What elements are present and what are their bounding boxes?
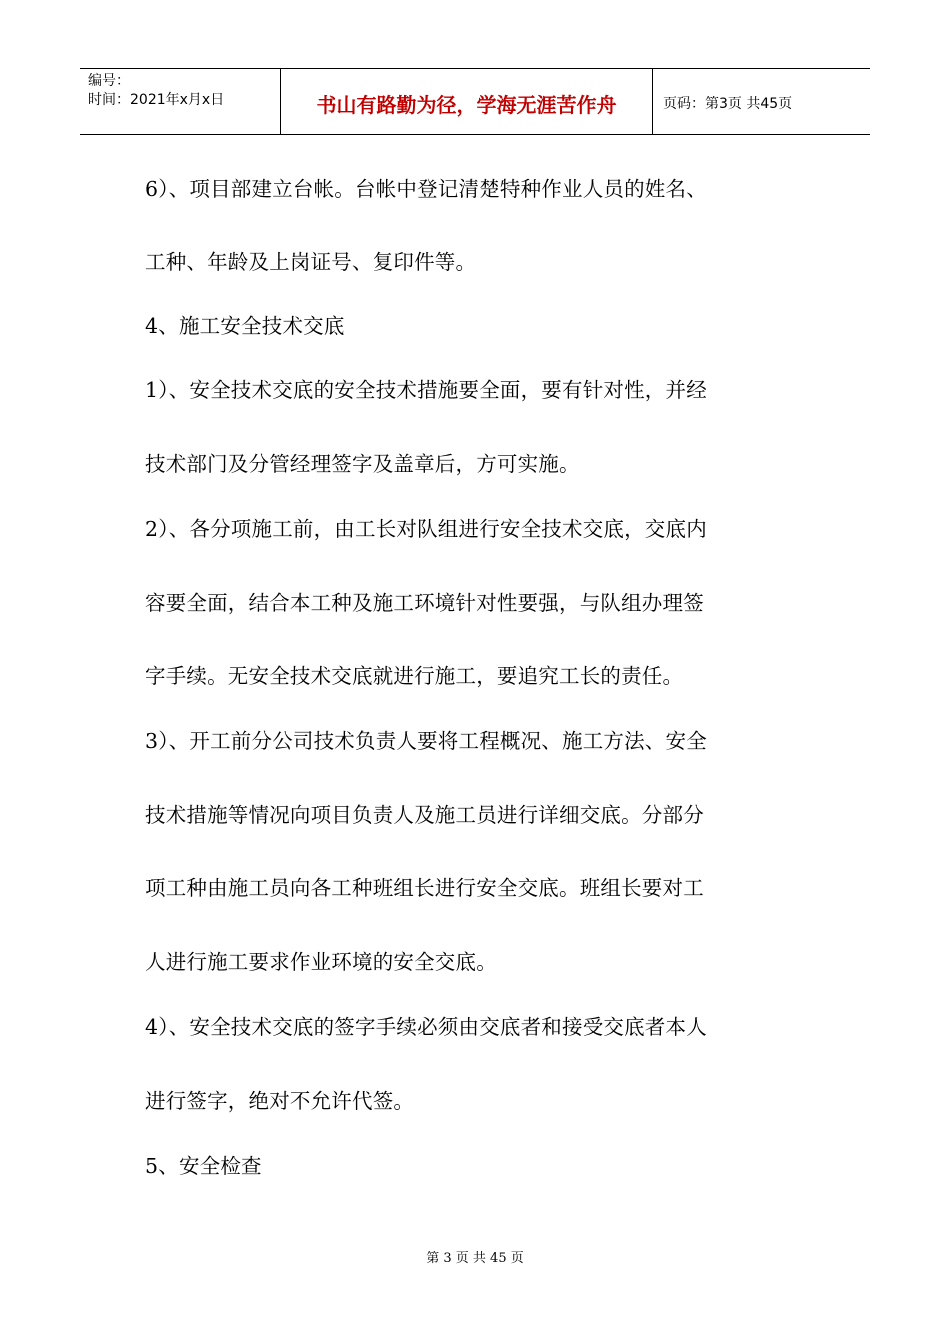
body-line: 容要全面，结合本工种及施工环境针对性要强，与队组办理签 (145, 591, 704, 615)
body-line: 技术部门及分管经理签字及盖章后，方可实施。 (145, 452, 580, 476)
page-header (80, 68, 870, 135)
section-heading: 4、施工安全技术交底 (145, 314, 345, 338)
body-line: 2）、各分项施工前，由工长对队组进行安全技术交底，交底内 (145, 517, 707, 541)
body-line: 人进行施工要求作业环境的安全交底。 (145, 950, 497, 974)
body-line: 字手续。无安全技术交底就进行施工，要追究工长的责任。 (145, 664, 684, 688)
header-page-info: 页码：第3页 共45页 (663, 95, 793, 112)
page-footer: 第 3 页 共 45 页 (426, 1251, 524, 1266)
body-line: 6）、项目部建立台帐。台帐中登记清楚特种作业人员的姓名、 (145, 177, 707, 201)
document-number-label: 编号： (88, 73, 130, 89)
body-line: 技术措施等情况向项目负责人及施工员进行详细交底。分部分 (145, 803, 704, 827)
section-heading: 5、安全检查 (145, 1154, 262, 1178)
body-line: 4）、安全技术交底的签字手续必须由交底者和接受交底者本人 (145, 1015, 707, 1039)
document-date-label: 时间：2021年x月x日 (88, 92, 225, 108)
body-line: 进行签字，绝对不允许代签。 (145, 1089, 415, 1113)
header-meta-cell (80, 69, 281, 134)
body-line: 工种、年龄及上岗证号、复印件等。 (145, 250, 477, 274)
header-motto: 书山有路勤为径，学海无涯苦作舟 (316, 93, 617, 117)
body-line: 1）、安全技术交底的安全技术措施要全面，要有针对性，并经 (145, 378, 707, 402)
header-page-cell (653, 69, 870, 134)
body-line: 3）、开工前分公司技术负责人要将工程概况、施工方法、安全 (145, 729, 707, 753)
body-line: 项工种由施工员向各工种班组长进行安全交底。班组长要对工 (145, 876, 704, 900)
header-motto-cell (281, 69, 653, 134)
